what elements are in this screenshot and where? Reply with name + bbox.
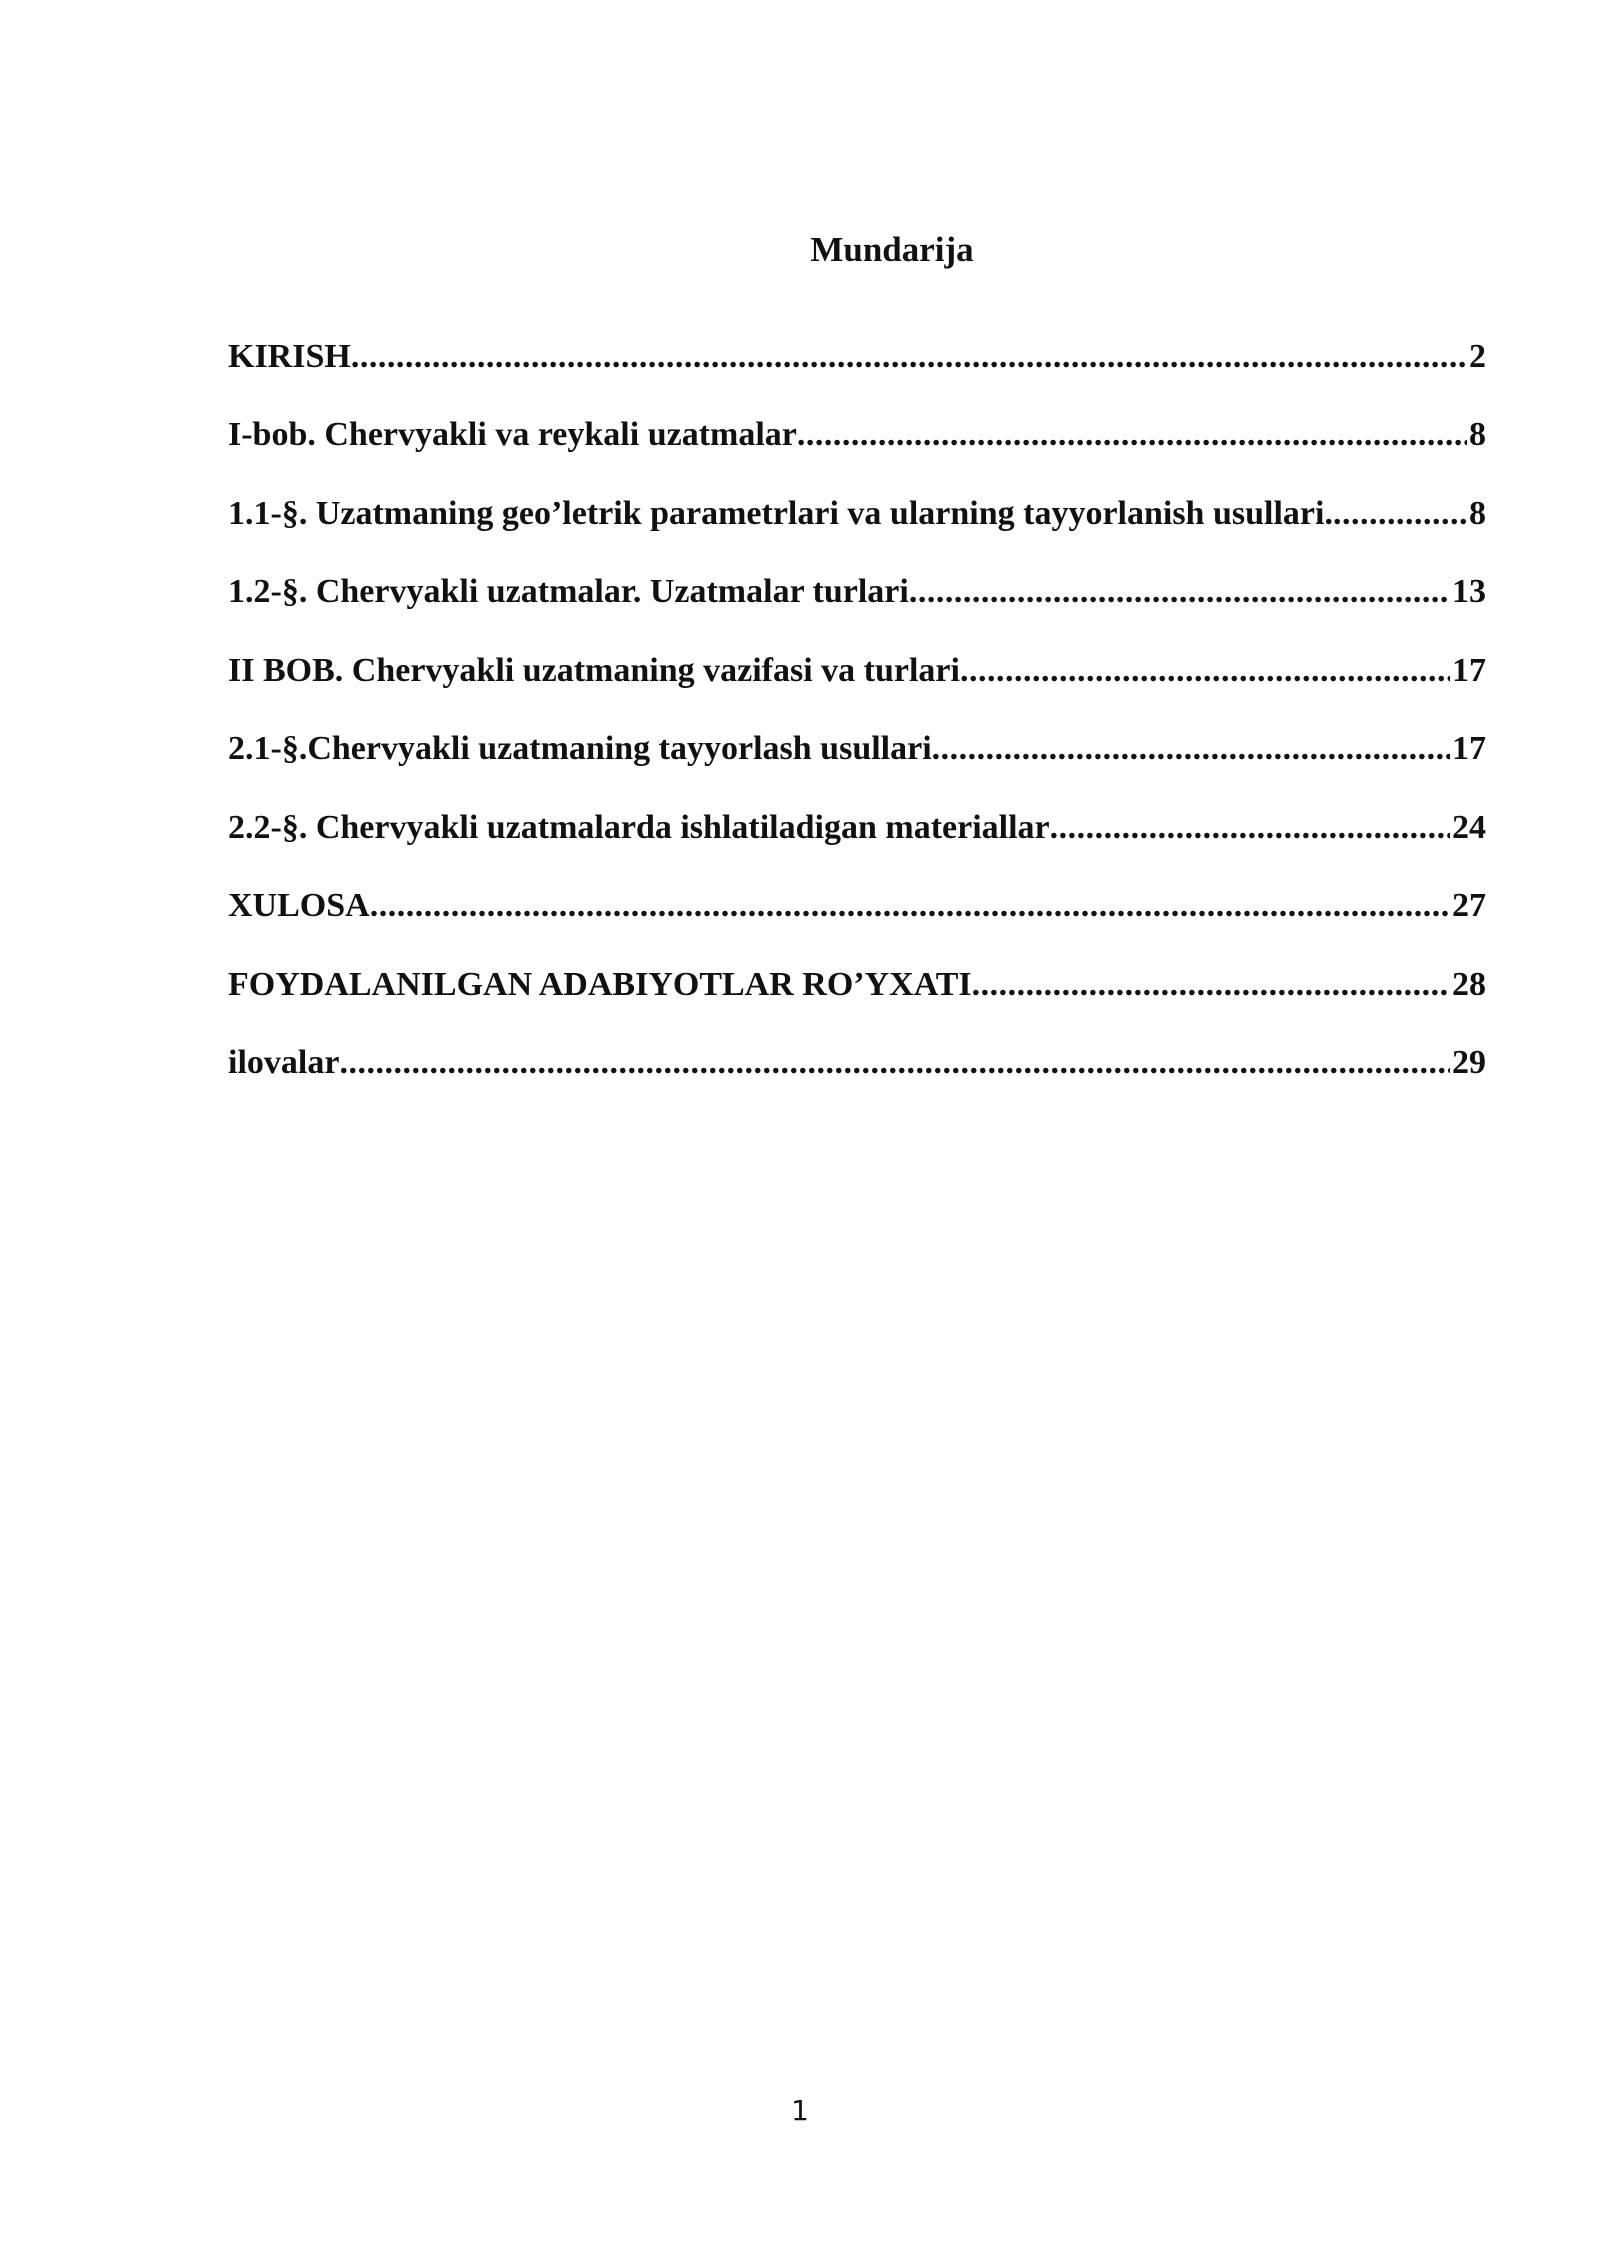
toc-entry-page: 29 xyxy=(1452,1044,1486,1081)
toc-entry-page: 2 xyxy=(1469,337,1486,375)
toc-leader-dots xyxy=(1333,492,1467,536)
toc-entry-page: 17 xyxy=(1452,651,1486,689)
page-title: Mundarija xyxy=(810,230,974,269)
toc-entry-page: 27 xyxy=(1452,887,1486,924)
toc-entry[interactable] xyxy=(228,771,1486,850)
table-of-contents xyxy=(228,300,1486,1085)
toc-entry-label: I-bob. Chervyakli va reykali uzatmalar xyxy=(228,416,797,453)
toc-entry[interactable] xyxy=(228,457,1486,536)
toc-entry-label: FOYDALANILGAN ADABIYOTLAR RO’YXATI xyxy=(228,965,972,1003)
toc-entry-label: ilovalar xyxy=(228,1044,340,1081)
toc-entry-label: 2.1-§.Chervyakli uzatmaning tayyorlash usullari xyxy=(228,730,932,767)
toc-entry-label: KIRISH xyxy=(228,337,351,375)
toc-entry-page: 13 xyxy=(1452,573,1486,610)
toc-entry[interactable] xyxy=(228,536,1486,615)
toc-entry[interactable] xyxy=(228,928,1486,1007)
toc-entry-label: 1.2-§. Chervyakli uzatmalar. Uzatmalar turlari xyxy=(228,573,909,610)
toc-entry-page: 28 xyxy=(1452,965,1486,1003)
toc-entry[interactable] xyxy=(228,379,1486,458)
toc-leader-dots xyxy=(797,413,1467,457)
toc-entry-label: XULOSA xyxy=(228,887,370,924)
toc-entry-page: 8 xyxy=(1469,494,1486,532)
toc-leader-dots xyxy=(960,649,1450,693)
toc-entry-label: 2.2-§. Chervyakli uzatmalarda ishlatiladigan materiallar xyxy=(228,808,1050,846)
toc-leader-dots xyxy=(1050,806,1450,850)
toc-leader-dots xyxy=(339,1041,1450,1085)
toc-entry[interactable] xyxy=(228,850,1486,929)
toc-leader-dots xyxy=(370,884,1450,928)
toc-leader-dots xyxy=(972,963,1450,1007)
page-number: 1 xyxy=(791,2094,809,2127)
toc-leader-dots xyxy=(351,335,1467,379)
toc-leader-dots xyxy=(932,727,1450,771)
toc-entry-label: 1.1-§. Uzatmaning geo’letrik parametrlari va ularning tayyorlanish usullari. xyxy=(228,494,1333,532)
toc-entry-page: 17 xyxy=(1452,730,1486,767)
toc-entry[interactable] xyxy=(228,300,1486,379)
toc-entry-page: 8 xyxy=(1469,416,1486,453)
toc-entry[interactable] xyxy=(228,693,1486,772)
toc-entry[interactable] xyxy=(228,614,1486,693)
toc-entry-page: 24 xyxy=(1452,808,1486,846)
toc-entry-label: II BOB. Chervyakli uzatmaning vazifasi va turlari xyxy=(228,651,960,689)
toc-leader-dots xyxy=(909,570,1450,614)
toc-entry[interactable] xyxy=(228,1007,1486,1086)
